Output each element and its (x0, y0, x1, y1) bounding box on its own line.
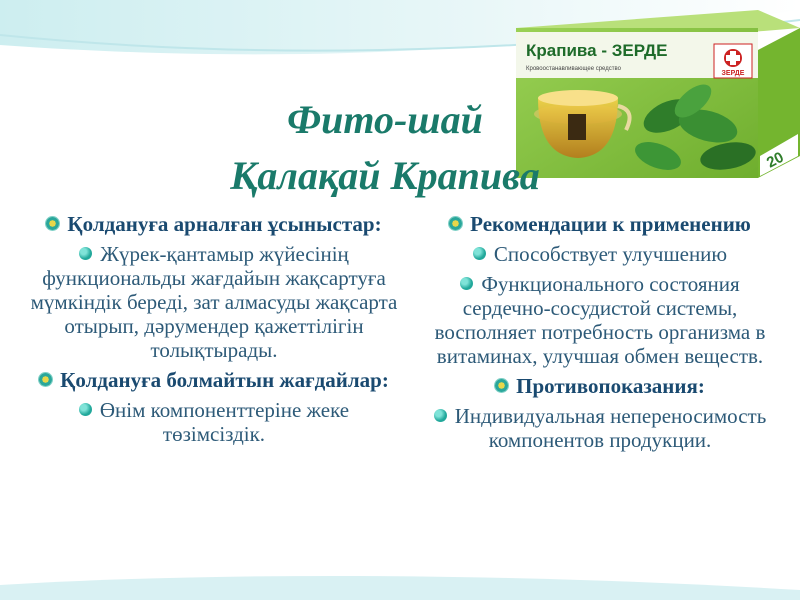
title-line-2: Қалақай Крапива (230, 153, 540, 198)
bullet-dot-icon (79, 403, 92, 416)
bullet-dot-icon (460, 277, 473, 290)
product-subtitle: Кровоостанавливающее средство (526, 66, 621, 72)
slide-title (150, 92, 620, 204)
left-item-intolerance: Өнім компоненттеріне жеке төзімсіздік. (28, 398, 400, 446)
bullet-dot-icon (473, 247, 486, 260)
right-column-russian (425, 212, 775, 458)
bullet-star-icon (39, 373, 52, 386)
bullet-dot-icon (434, 409, 447, 422)
product-name: Крапива - ЗЕРДЕ (526, 41, 668, 60)
right-item-intolerance: Индивидуальная непереносимость компонентов продукции. (425, 404, 775, 452)
left-heading-recommendations: Қолдануға арналған ұсыныстар: (28, 212, 400, 236)
svg-text:20: 20 (763, 148, 787, 172)
left-item-benefits: Жүрек-қантамыр жүйесінің функциональды жағдайын жақсартуға мүмкіндік береді, зат алмасуды жақсарта отырып, дәрумендер қажеттілігін толықтырады. (30, 242, 398, 362)
svg-text:ЗЕРДЕ: ЗЕРДЕ (721, 70, 745, 77)
right-item-functional-state: Функционального состояния сердечно-сосудистой системы, восполняет потребность организма в витаминах, улучшая обмен веществ. (434, 272, 766, 368)
left-heading-contraindications: Қолдануға болмайтын жағдайлар: (28, 368, 400, 392)
right-heading-recommendations: Рекомендации к применению (425, 212, 775, 236)
title-line-1: Фито-шай (287, 97, 483, 142)
bullet-dot-icon (79, 247, 92, 260)
right-item-improves: Способствует улучшению (425, 242, 775, 266)
bullet-star-icon (46, 217, 59, 230)
bullet-star-icon (449, 217, 462, 230)
brand-logo (714, 44, 752, 78)
left-column-kazakh (28, 212, 400, 452)
right-heading-contraindications: Противопоказания: (425, 374, 775, 398)
bullet-star-icon (495, 379, 508, 392)
bottom-wave-decoration (0, 550, 800, 600)
